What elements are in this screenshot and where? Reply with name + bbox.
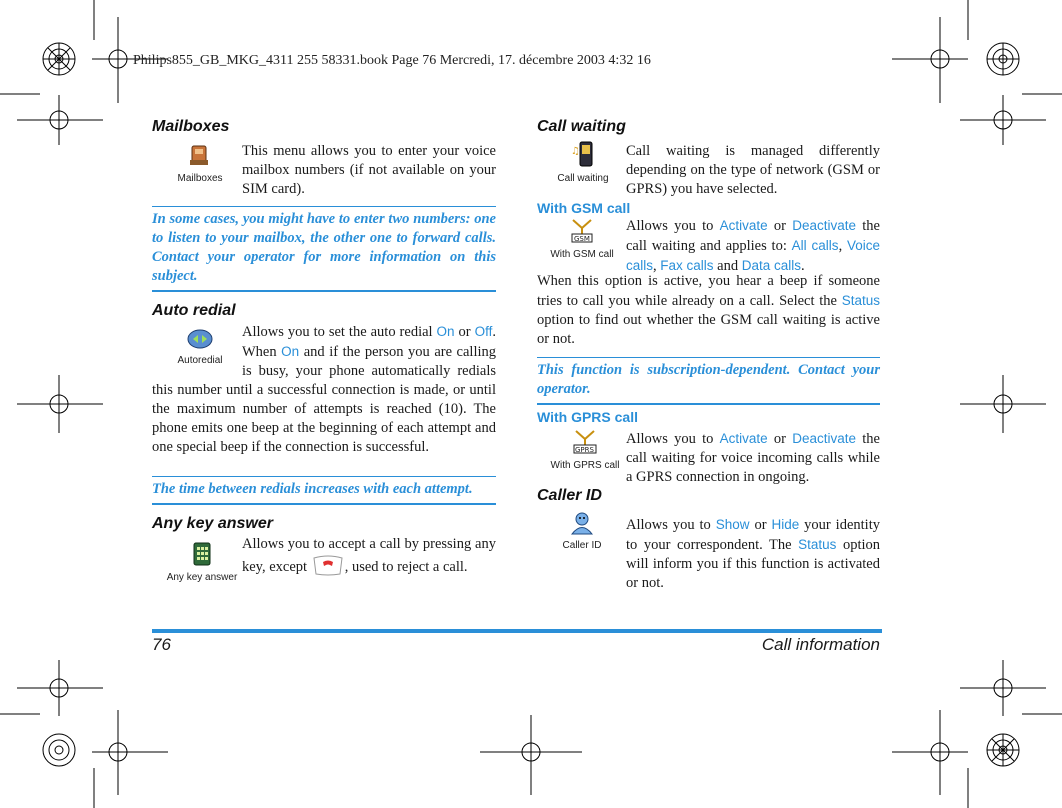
caller-id-icon [569, 511, 595, 535]
call-waiting-icon [569, 140, 597, 168]
caller-id-title: Caller ID [537, 487, 602, 504]
auto-redial-note: The time between redials increases with each attempt. [152, 476, 496, 505]
page-number: 76 [152, 635, 171, 654]
autoredial-caption: Autoredial [177, 355, 223, 366]
gsm-note: This function is subscription-dependent. Contact your operator. [537, 357, 880, 405]
auto-redial-text: Allows you to set the auto redial On or Off. When On and if the person you are calling is busy, your phone automatically redials this number until a successful connection is made, or until the maximum number of attempts is reached (10). The phone emits one beep at the beginning of each attempt and one special beep if the connection is successful. [152, 324, 497, 455]
off-keyword: Off [474, 324, 493, 339]
caller-id-icon-box [551, 511, 613, 551]
status-keyword: Status [841, 293, 880, 308]
print-header: Philips855_GB_MKG_4311 255 58331.book Page 76 Mercredi, 17. décembre 2003 4:32 16 [133, 53, 651, 68]
any-key-title: Any key answer [152, 515, 273, 532]
mailboxes-caption: Mailboxes [177, 173, 223, 184]
gprs-title: With GPRS call [537, 409, 639, 425]
status-keyword-caller: Status [798, 537, 837, 552]
footer-rule [152, 629, 882, 633]
gprs-caption: With GPRS call [550, 460, 620, 471]
on-keyword: On [436, 324, 455, 339]
mailboxes-text: This menu allows you to enter your voice mailbox numbers (if not available on your SIM card). [242, 143, 496, 197]
hangup-key-icon [311, 554, 345, 576]
mailboxes-title: Mailboxes [152, 118, 230, 135]
fax-calls-keyword: Fax calls [660, 258, 714, 273]
hide-keyword: Hide [771, 517, 800, 532]
gprs-antenna-icon [572, 429, 598, 455]
mailbox-icon [187, 142, 213, 168]
svg-text:GSM: GSM [574, 235, 590, 243]
gsm-icon-box [547, 218, 617, 260]
any-key-text: Allows you to accept a call by pressing any key, except , used to reject a call. [242, 536, 496, 575]
gprs-icon-box [545, 429, 625, 471]
anykey-caption: Any key answer [166, 572, 238, 583]
gprs-text: Allows you to Activate or Deactivate the call waiting for voice incoming calls while a GPRS connection in ongoing. [626, 431, 880, 485]
deactivate-keyword-gprs: Deactivate [792, 431, 857, 446]
activate-keyword: Activate [719, 218, 768, 233]
anykey-icon-box [162, 541, 242, 583]
mailboxes-icon-box [170, 142, 230, 184]
mailboxes-note: In some cases, you might have to enter two numbers: one to listen to your mailbox, the other one to forward calls. Contact your operator for more information on this subject. [152, 206, 496, 292]
call-waiting-icon-box [551, 140, 615, 184]
voice-calls-keyword: Voice calls [626, 238, 880, 273]
caller-id-caption: Caller ID [562, 540, 602, 551]
show-keyword: Show [715, 517, 750, 532]
chapter-title: Call information [761, 635, 880, 654]
call-waiting-caption: Call waiting [557, 173, 609, 184]
svg-text:GPRS: GPRS [575, 446, 594, 454]
keypad-icon [190, 541, 214, 567]
left-column [152, 118, 496, 593]
all-calls-keyword: All calls [791, 238, 839, 253]
call-waiting-title: Call waiting [537, 118, 626, 135]
call-waiting-text: Call waiting is managed differently depending on the type of network (GSM or GPRS) you have selected. [626, 143, 880, 197]
data-calls-keyword: Data calls [741, 258, 801, 273]
gsm-text: Allows you to Activate or Deactivate the call waiting and applies to: All calls, Voice calls, Fax calls and Data calls. [626, 218, 880, 274]
on-keyword-2: On [281, 344, 300, 359]
right-column [537, 118, 880, 591]
auto-redial-title: Auto redial [152, 302, 236, 319]
deactivate-keyword: Deactivate [792, 218, 857, 233]
svg-text:♫: ♫ [571, 146, 580, 157]
gsm-caption: With GSM call [550, 249, 614, 260]
activate-keyword-gprs: Activate [719, 431, 768, 446]
gsm-status-paragraph: When this option is active, you hear a beep if someone tries to call you while already on a call. Select the Status option to find out whether the GSM call waiting is active or not. [537, 273, 880, 347]
caller-id-text: Allows you to Show or Hide your identity to your correspondent. The Status option will inform you if this function is activated or not. [626, 517, 880, 591]
gsm-antenna-icon [569, 218, 595, 244]
gsm-title: With GSM call [537, 200, 631, 216]
